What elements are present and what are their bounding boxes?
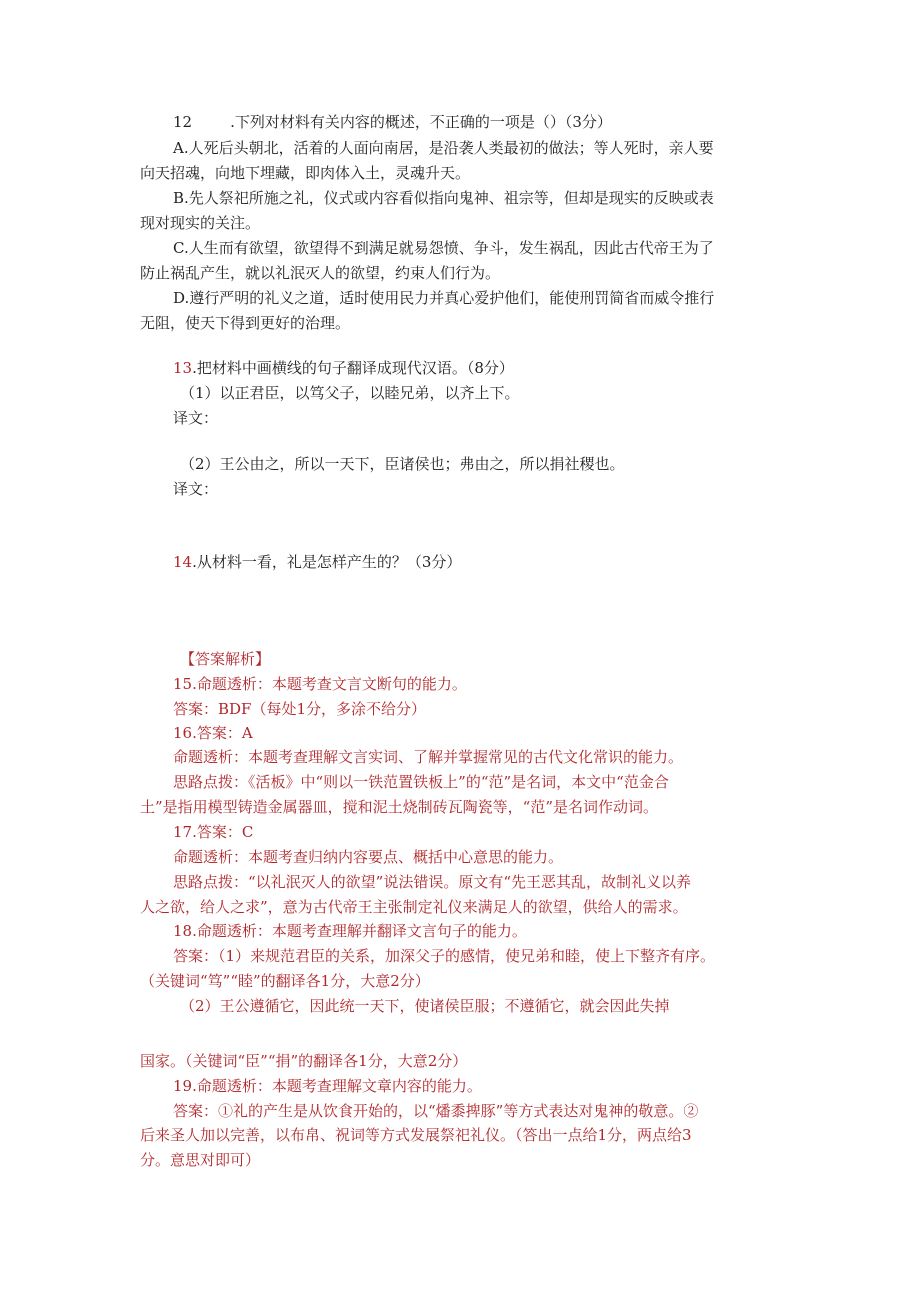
answer-19-analysis: 19.命题透析：本题考查理解文章内容的能力。: [173, 1077, 482, 1095]
q12-text: .下列对材料有关内容的概述，不正确的一项是（）（3分）: [230, 113, 612, 131]
answer-16-hint-line2: 土”是指用模型铸造金属器皿，搅和泥土烧制砖瓦陶瓷等，“范”是名词作动词。: [140, 798, 659, 816]
q12-number: 12: [173, 113, 193, 131]
q14-number: 14: [173, 553, 193, 571]
q12-stem: [173, 111, 833, 133]
q12-option-d-line1: D.遵行严明的礼义之道，适时使用民力并真心爱护他们，能使刑罚简省而威令推行: [173, 289, 715, 307]
q12-option-b-line1: B.先人祭祀所施之礼，仪式或内容看似指向鬼神、祖宗等，但却是现实的反映或表: [173, 189, 714, 207]
q12-option-b-line2: 现对现实的关注。: [140, 214, 261, 232]
q14-stem: [173, 551, 833, 573]
q13-number: 13: [173, 359, 193, 377]
answer-15-key: 答案：BDF（每处1分，多涂不给分）: [173, 700, 427, 718]
answer-19-key-line2: 后来圣人加以完善，以布帛、祝词等方式发展祭祀礼仪。（答出一点给1分，两点给3: [140, 1126, 692, 1144]
q12-option-a-line2: 向天招魂，向地下埋藏，即肉体入土，灵魂升天。: [140, 164, 471, 182]
answer-17-analysis: 命题透析：本题考查归纳内容要点、概括中心意思的能力。: [173, 848, 564, 866]
answer-18-analysis: 18.命题透析：本题考查理解并翻译文言句子的能力。: [173, 922, 527, 940]
answer-17-hint-line2: 人之欲，给人之求”，意为古代帝王主张制定礼仪来满足人的欲望，供给人的需求。: [140, 898, 688, 916]
q13-text: .把材料中画横线的句子翻译成现代汉语。（8分）: [192, 359, 514, 377]
q12-option-c-line1: C.人生而有欲望，欲望得不到满足就易怨愤、争斗，发生祸乱，因此古代帝王为了: [173, 239, 714, 257]
answer-18-key-line2: （关键词“笃”“睦”的翻译各1分，大意2分）: [140, 972, 430, 990]
answer-18-key-line1: 答案：（1）来规范君臣的关系，加深父子的感情，使兄弟和睦，使上下整齐有序。: [173, 947, 716, 965]
q13-translation-label-1: 译文：: [173, 409, 219, 427]
answer-17-key: 17.答案：C: [173, 823, 254, 841]
q14-text: .从材料一看，礼是怎样产生的？（3分）: [192, 553, 462, 571]
q13-stem: [173, 357, 833, 379]
answer-19-key-line3: 分。意思对即可）: [140, 1151, 261, 1169]
answer-18-key-line4: 国家。（关键词“臣”“捐”的翻译各1分，大意2分）: [140, 1052, 468, 1070]
q12-option-a-line1: A.人死后头朝北，活着的人面向南居，是沿袭人类最初的做法；等人死时，亲人要: [173, 139, 714, 157]
q13-sentence-2: （2）王公由之，所以一天下，臣诸侯也；弗由之，所以捐社稷也。: [180, 455, 625, 473]
q13-translation-label-2: 译文：: [173, 480, 219, 498]
answer-16-key: 16.答案：A: [173, 724, 253, 742]
q13-sentence-1: （1）以正君臣，以笃父子，以睦兄弟，以齐上下。: [180, 384, 520, 402]
answer-17-hint-line1: 思路点拨：“以礼泯灭人的欲望”说法错误。原文有“先王恶其乱，故制礼义以养: [173, 873, 692, 891]
q12-option-d-line2: 无阻，使天下得到更好的治理。: [140, 314, 351, 332]
answer-18-key-line3: （2）王公遵循它，因此统一天下，使诸侯臣服；不遵循它，就会因此失掉: [180, 997, 670, 1015]
answer-15-analysis: 15.命题透析：本题考查文言文断句的能力。: [173, 675, 467, 693]
answer-16-analysis: 命题透析：本题考查理解文言实词、了解并掌握常见的古代文化常识的能力。: [173, 748, 684, 766]
answer-header: 【答案解析】: [180, 650, 271, 668]
answer-16-hint-line1: 思路点拨：《活板》中“则以一铁范置铁板上”的“范”是名词，本文中“范金合: [173, 773, 669, 791]
answer-19-key-line1: 答案：①礼的产生是从饮食开始的，以“燔黍捭豚”等方式表达对鬼神的敬意。②: [173, 1102, 699, 1120]
q12-option-c-line2: 防止祸乱产生，就以礼泯灭人的欲望，约束人们行为。: [140, 264, 501, 282]
